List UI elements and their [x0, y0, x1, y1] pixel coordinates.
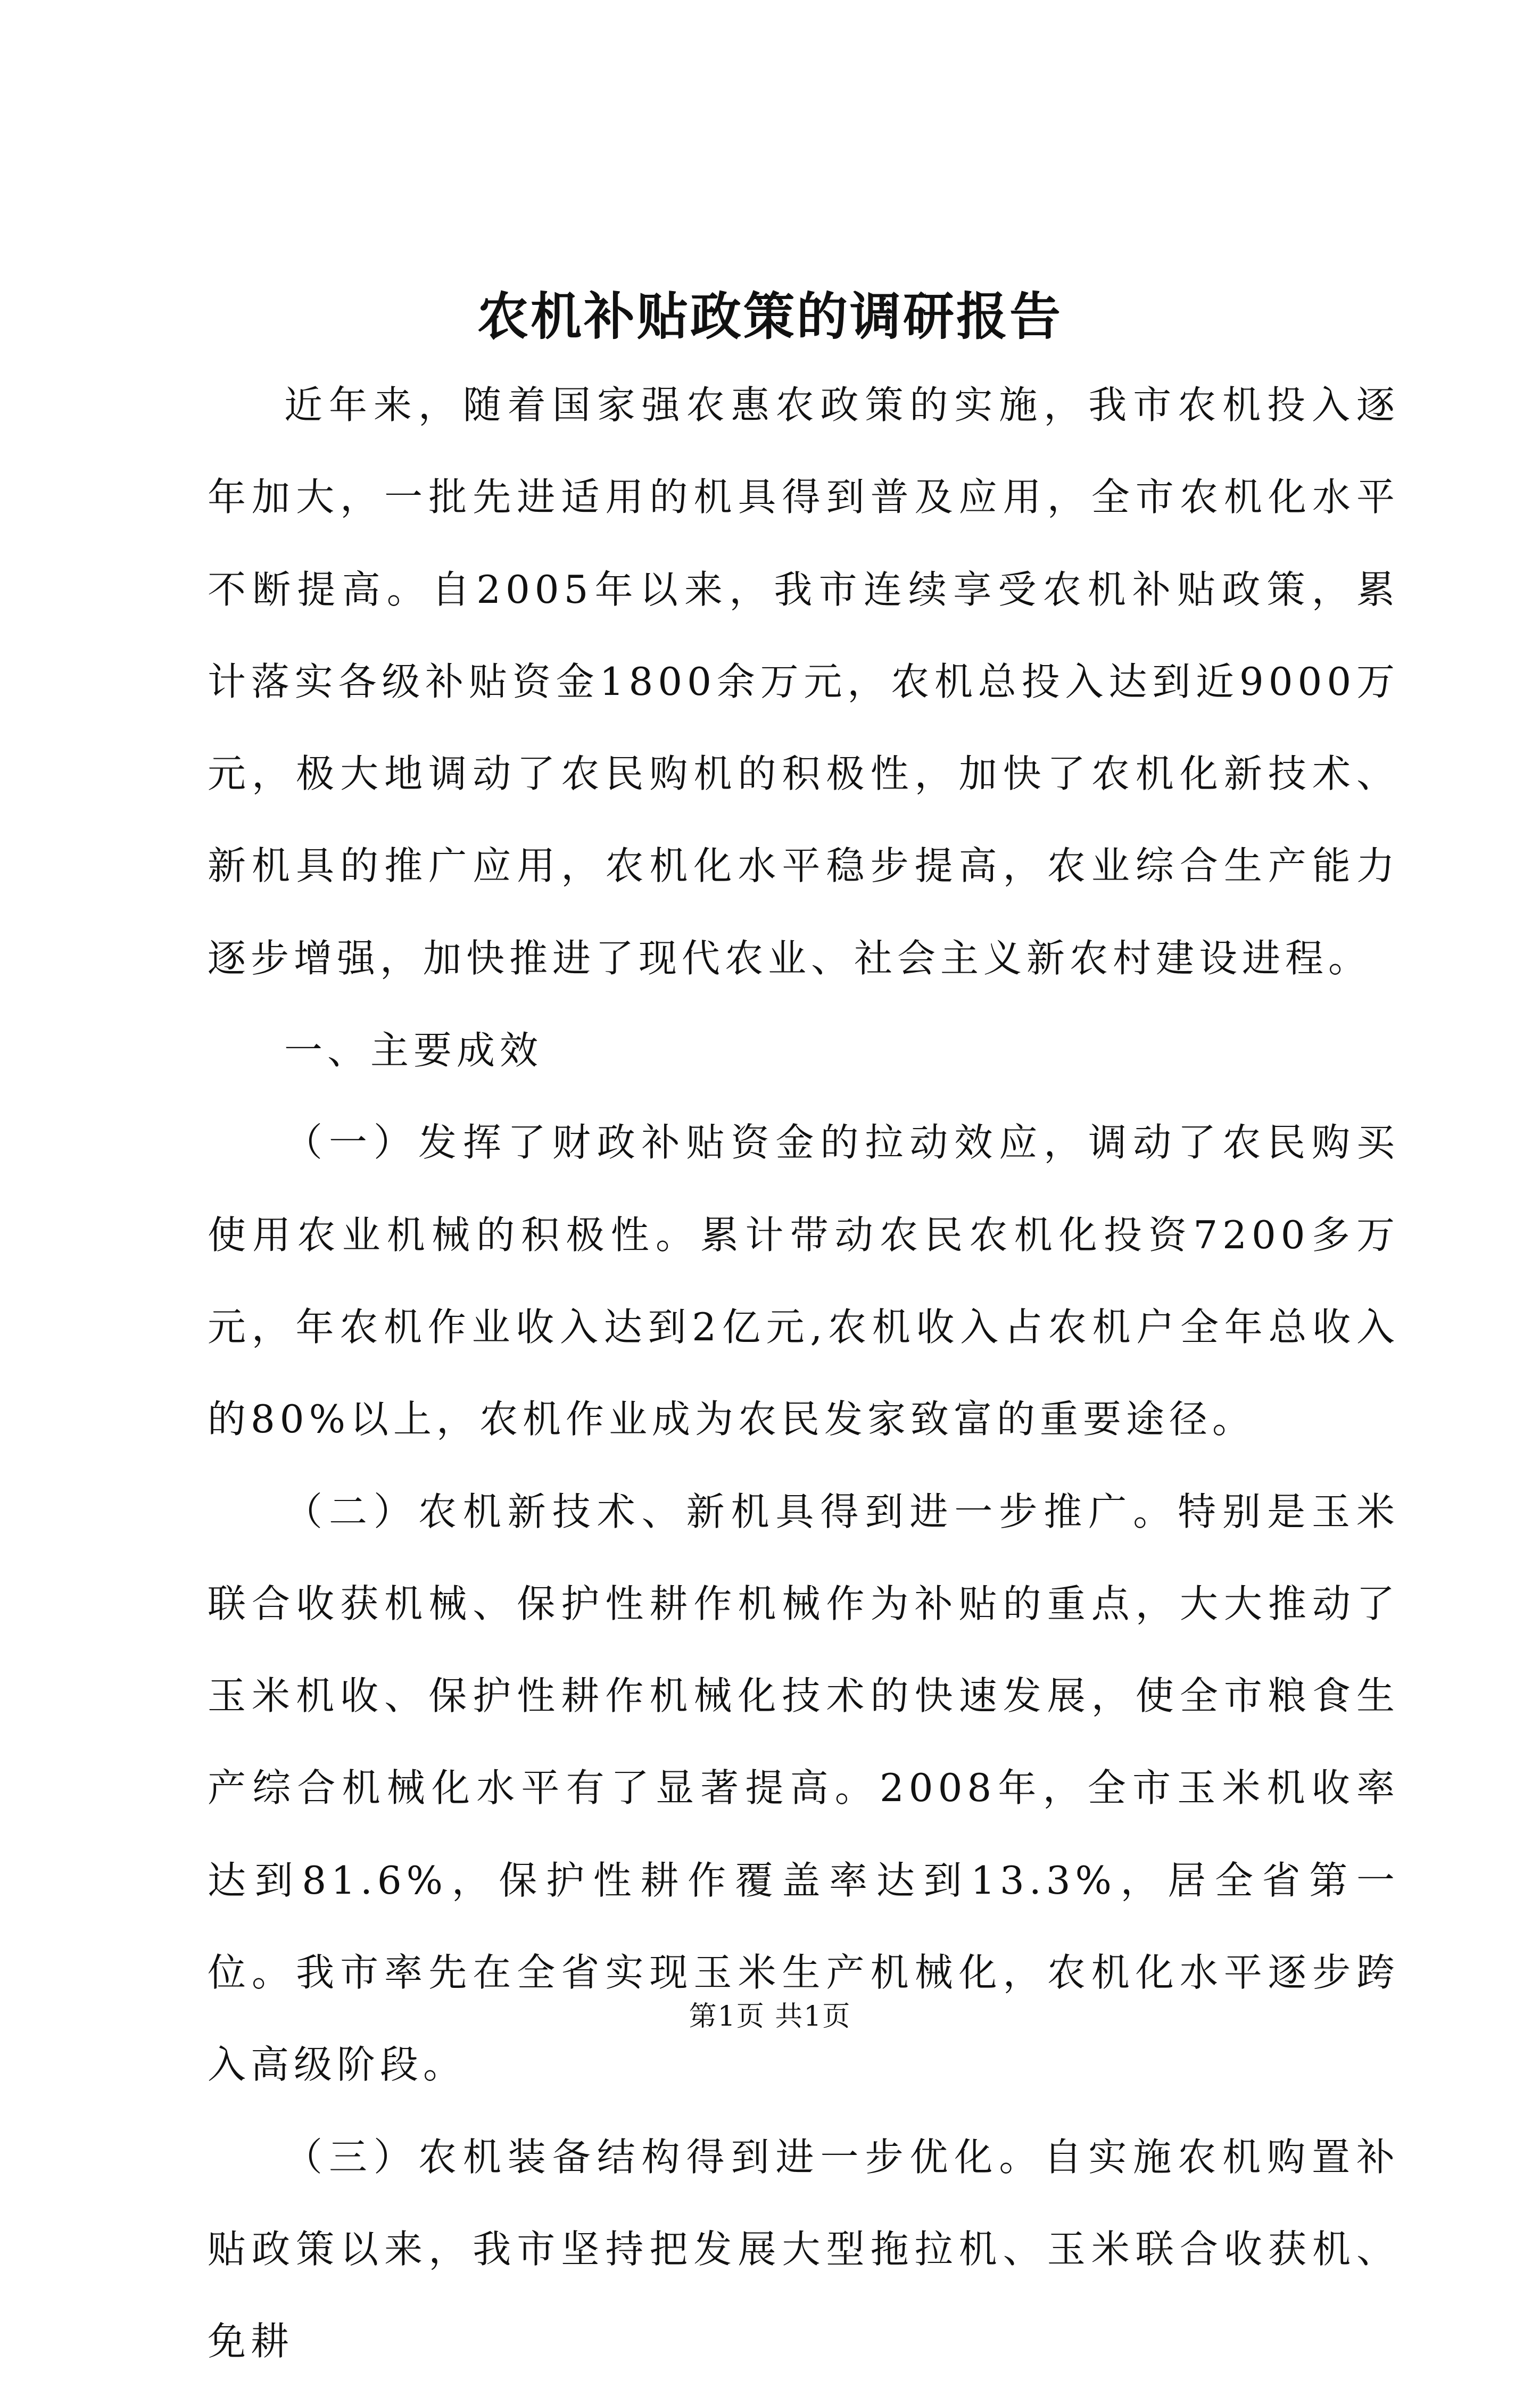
- result-paragraph-2: （二）农机新技术、新机具得到进一步推广。特别是玉米联合收获机械、保护性耕作机械作为补贴的重点，大大推动了玉米机收、保护性耕作机械化技术的快速发展，使全市粮食生产综合机械化水平有了显著提高。2008年，全市玉米机收率达到81.6%，保护性耕作覆盖率达到13.3%，居全省第一位。我市率先在全省实现玉米生产机械化，农机化水平逐步跨入高级阶段。: [208, 1489, 1400, 2087]
- result-paragraph-3: （三）农机装备结构得到进一步优化。自实施农机购置补贴政策以来，我市坚持把发展大型拖拉机、玉米联合收获机、免耕: [208, 2134, 1400, 2364]
- document-title: 农机补贴政策的调研报告: [477, 286, 1063, 346]
- document-body: [208, 359, 1400, 2388]
- page-number-footer: 第1页 共1页: [689, 2001, 851, 2033]
- result-paragraph-1: （一）发挥了财政补贴资金的拉动效应，调动了农民购买使用农业机械的积极性。累计带动农民农机化投资7200多万元，年农机作业收入达到2亿元,农机收入占农机户全年总收入的80%以上，农机作业成为农民发家致富的重要途径。: [208, 1120, 1400, 1442]
- section-heading-main-results: 一、主要成效: [284, 1028, 543, 1073]
- intro-paragraph: 近年来，随着国家强农惠农政策的实施，我市农机投入逐年加大，一批先进适用的机具得到普及应用，全市农机化水平不断提高。自2005年以来，我市连续享受农机补贴政策，累计落实各级补贴资金1800余万元，农机总投入达到近9000万元，极大地调动了农民购机的积极性，加快了农机化新技术、新机具的推广应用，农机化水平稳步提高，农业综合生产能力逐步增强，加快推进了现代农业、社会主义新农村建设进程。: [208, 383, 1400, 981]
